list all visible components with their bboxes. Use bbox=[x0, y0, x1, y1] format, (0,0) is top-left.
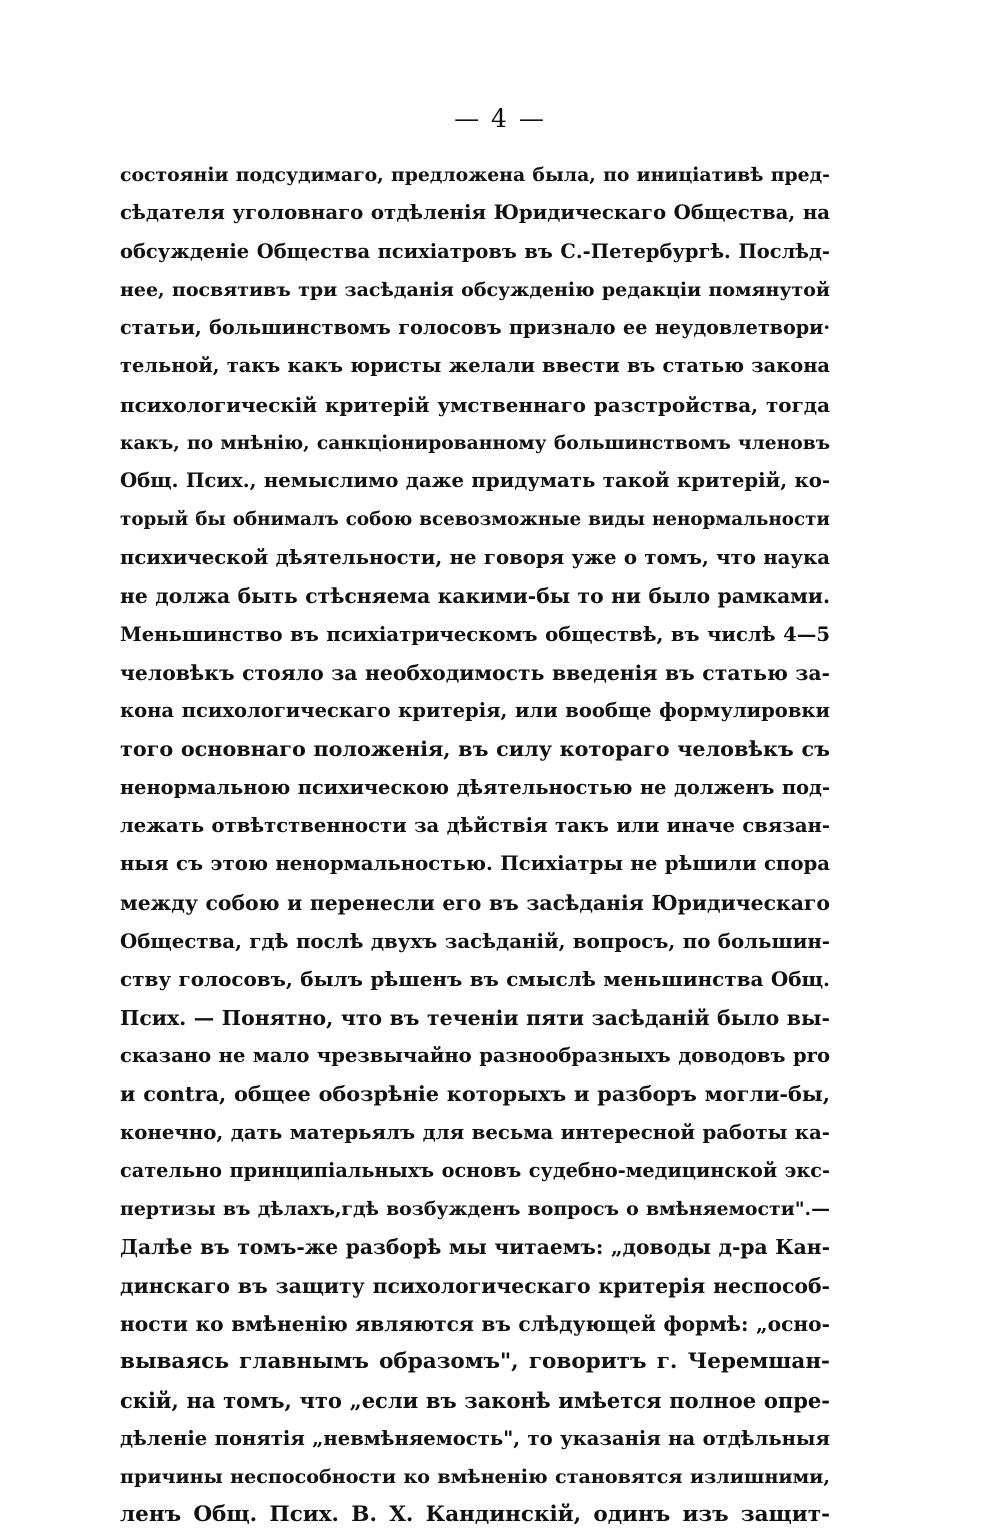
text-line: психической дѣятельности, не говоря уже о томъ, что наука bbox=[120, 545, 830, 569]
text-line: лежать отвѣтственности за дѣйствія такъ или иначе связан- bbox=[120, 814, 830, 838]
text-line: тельной, такъ какъ юристы желали ввести въ статью закона bbox=[120, 354, 830, 378]
text-line: не должа быть стѣсняема какими-бы то ни было рамками. bbox=[120, 584, 830, 609]
text-line: вываясь главнымъ образомъ", говоритъ г. Черемшан- bbox=[120, 1349, 830, 1375]
text-line: между собою и перенесли его въ засѣданія Юридическаго bbox=[120, 890, 830, 915]
text-line: сказано не мало чрезвычайно разнообразныхъ доводовъ pro bbox=[120, 1043, 830, 1067]
text-line: сѣдателя уголовнаго отдѣленія Юридическаго Общества, на bbox=[120, 201, 830, 225]
text-line: состояніи подсудимаго, предложена была, по иниціативѣ пред- bbox=[120, 164, 830, 186]
text-line: кона психологическаго критерія, или вообще формулировки bbox=[120, 699, 830, 723]
text-line: Далѣе въ томъ-же разборѣ мы читаемъ: „доводы д-ра Кан- bbox=[120, 1235, 830, 1260]
text-line: дѣленіе понятія „невмѣняемость", то указанія на отдѣльныя bbox=[120, 1426, 830, 1450]
text-line: ности ко вмѣненію являются въ слѣдующей формѣ: „осно- bbox=[120, 1311, 830, 1336]
text-line: ленъ Общ. Псих. В. Х. Кандинскій, одинъ изъ защит- bbox=[120, 1502, 830, 1528]
text-line: того основнаго положенія, въ силу котораго человѣкъ съ bbox=[120, 737, 830, 762]
text-line: нее, посвятивъ три засѣданія обсужденію редакціи помянутой bbox=[120, 278, 830, 301]
text-line: ныя съ этою ненормальностью. Психіатры не рѣшили спора bbox=[120, 852, 830, 876]
text-line: психологическій критерій умственнаго разстройства, тогда bbox=[120, 392, 830, 417]
text-line: человѣкъ стояло за необходимость введенія въ статью за- bbox=[120, 660, 830, 685]
text-line: ству голосовъ, былъ рѣшенъ въ смыслѣ меньшинства Общ. bbox=[120, 967, 830, 992]
text-line: пертизы въ дѣлахъ,гдѣ возбужденъ вопросъ о вмѣняемости".— bbox=[120, 1198, 830, 1221]
text-line: какъ, по мнѣнію, санкціонированному большинствомъ членовъ bbox=[120, 432, 830, 455]
text-line: скій, на томъ, что „если въ законѣ имѣется полное опре- bbox=[120, 1387, 830, 1413]
text-line: торый бы обнималъ собою всевозможные виды ненормальности bbox=[120, 508, 830, 530]
text-line: причины неспособности ко вмѣненію становятся излишними, bbox=[120, 1465, 830, 1489]
body-text bbox=[120, 156, 830, 1535]
text-line: сательно принципіальныхъ основъ судебно-медицинской экс- bbox=[120, 1158, 830, 1182]
text-line: Меньшинство въ психіатрическомъ обществѣ, въ числѣ 4—5 bbox=[120, 622, 830, 646]
text-line: Общества, гдѣ послѣ двухъ засѣданій, вопросъ, по большин- bbox=[120, 928, 830, 953]
text-line: конечно, дать матерьялъ для весьма интересной работы ка- bbox=[120, 1120, 830, 1145]
text-line: Псих. — Понятно, что въ теченіи пяти засѣданій было вы- bbox=[120, 1005, 830, 1030]
text-line: и contra, общее обозрѣніе которыхъ и разборъ могли-бы, bbox=[120, 1081, 830, 1107]
text-line: статьи, большинствомъ голосовъ признало ее неудовлетвори· bbox=[120, 316, 830, 340]
page-number: — 4 — bbox=[454, 104, 546, 133]
text-line: обсужденіе Общества психіатровъ въ С.-Петербургѣ. Послѣд- bbox=[120, 239, 830, 263]
text-line: динскаго въ защиту психологическаго критерія неспособ- bbox=[120, 1273, 830, 1298]
text-line: Общ. Псих., немыслимо даже придумать такой критерій, ко- bbox=[120, 469, 830, 493]
text-line: ненормальною психическою дѣятельностью не долженъ под- bbox=[120, 775, 830, 799]
